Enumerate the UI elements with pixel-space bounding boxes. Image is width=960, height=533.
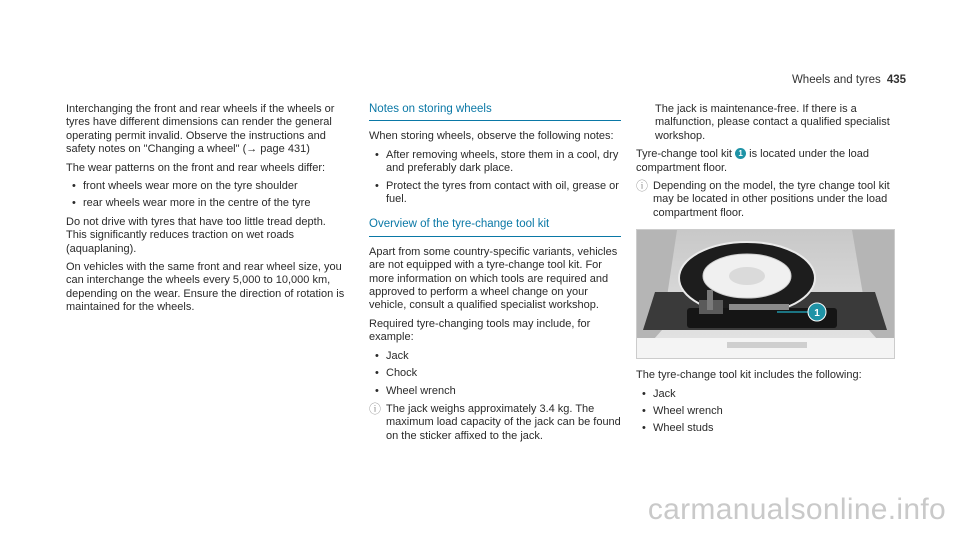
watermark: carmanualsonline.info <box>647 493 946 526</box>
list-item: • rear wheels wear more in the centre of the tyre <box>66 197 346 210</box>
photo-callout-label: 1 <box>814 308 820 320</box>
list-item: • Chock <box>369 367 621 380</box>
info-note-icon: ⓘ <box>636 179 649 194</box>
heading-tool-kit: Overview of the tyre-change tool kit <box>369 218 621 236</box>
paragraph-kit-includes: The tyre-change tool kit includes the following: <box>636 369 862 382</box>
tool-kit-photo <box>636 229 895 359</box>
callout-badge: 1 <box>735 148 746 159</box>
paragraph-tread-depth: Do not drive with tyres that have too little tread depth. This significantly reduces traction on wet roads (aquaplaning). <box>66 215 326 255</box>
note-text: Depending on the model, the tyre change tool kit may be located in other positions under the load compartment floor. <box>653 180 890 219</box>
list-item: • front wheels wear more on the tyre shoulder <box>66 180 346 193</box>
location-text-start: Tyre-change tool kit <box>636 148 732 161</box>
column-1 <box>66 103 346 320</box>
kit-list <box>636 388 896 436</box>
page-header <box>792 74 906 86</box>
list-item: • After removing wheels, store them in a cool, dry and preferably dark place. <box>369 149 621 176</box>
paragraph-rotation: On vehicles with the same front and rear wheel size, you can interchange the wheels every 5,000 to 10,000 km, depending on the wear. Ensure the direction of rotation is maintained for the wheels. <box>66 261 345 314</box>
paragraph-tool-kit-location <box>636 148 896 175</box>
storing-list <box>369 149 621 207</box>
paragraph-maintenance: The jack is maintenance-free. If there is a malfunction, please contact a qualified specialist workshop. <box>655 103 890 142</box>
list-item: • Wheel wrench <box>636 405 896 418</box>
column-2 <box>369 103 621 448</box>
paragraph-wear-patterns: The wear patterns on the front and rear wheels differ: <box>66 161 326 174</box>
list-item: • Wheel wrench <box>369 385 621 398</box>
column-3 <box>636 103 896 441</box>
list-item: • Protect the tyres from contact with oil, grease or fuel. <box>369 180 621 207</box>
note-text: The jack weighs approximately 3.4 kg. The maximum load capacity of the jack can be found on the sticker affixed to the jack. <box>386 402 621 442</box>
location-text-end: is located under the load compartment floor. <box>636 148 869 174</box>
note-model-position <box>636 180 896 220</box>
note-jack-weight <box>369 403 621 443</box>
heading-storing-wheels: Notes on storing wheels <box>369 103 621 121</box>
tools-list <box>369 350 621 398</box>
paragraph-required-tools: Required tyre-changing tools may include, for example: <box>369 317 591 344</box>
list-item: • Jack <box>636 388 896 401</box>
list-item: • Jack <box>369 350 621 363</box>
wear-list <box>66 180 346 211</box>
paragraph-tool-kit: Apart from some country-specific variants, vehicles are not equipped with a tyre-change tool kit. For more information on which tools are required and approved to perform a wheel change on your vehicle, consult a qualified specialist workshop. <box>369 245 618 312</box>
info-note-icon: ⓘ <box>369 401 382 416</box>
list-item: • Wheel studs <box>636 422 896 435</box>
page-number: 435 <box>886 74 906 86</box>
section-title: Wheels and tyres <box>791 74 881 86</box>
paragraph-storing-intro: When storing wheels, observe the following notes: <box>369 130 614 143</box>
paragraph-interchange: Interchanging the front and rear wheels if the wheels or tyres have different dimensions can render the general operating permit invalid. Observe the instructions and safety notes on "Changing a wheel" (→ page 431) <box>66 103 335 156</box>
